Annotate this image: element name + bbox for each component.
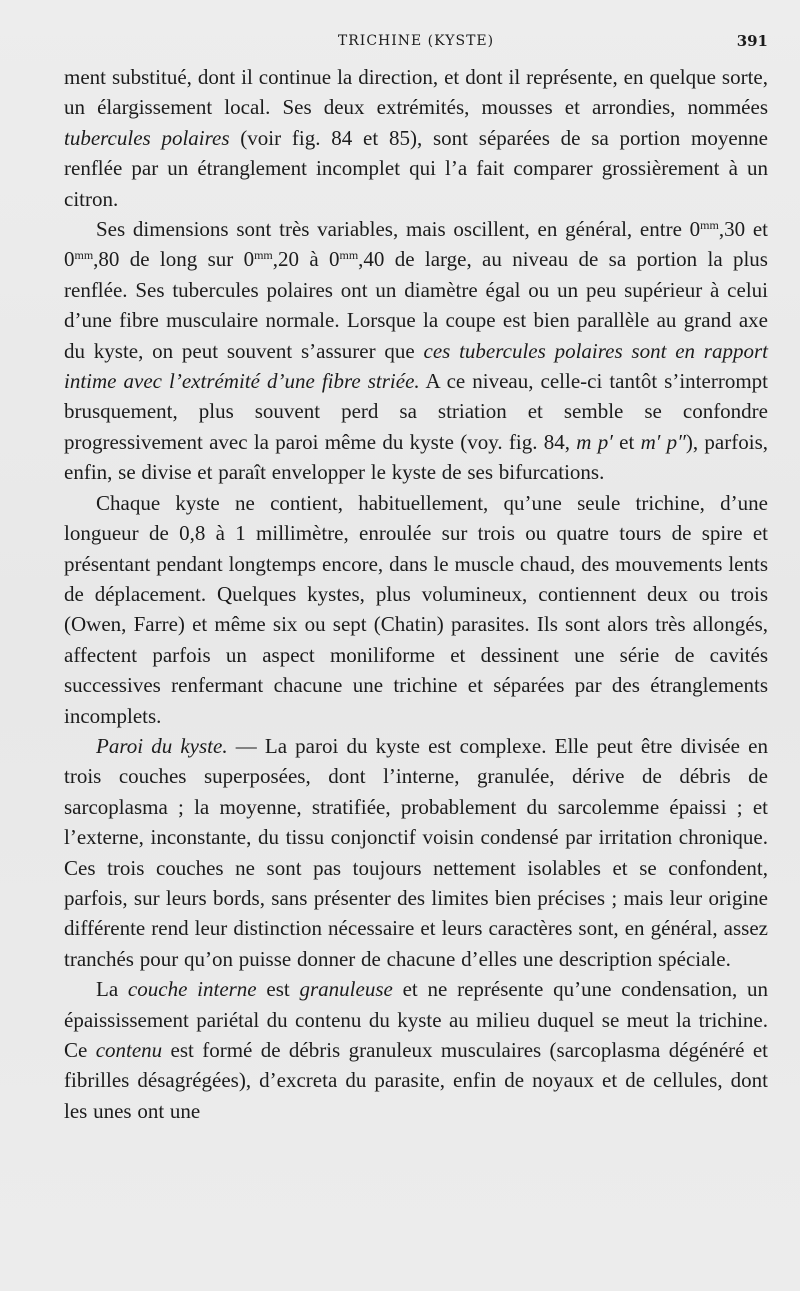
italic-term: tubercules polaires (64, 125, 230, 150)
italic-figure-ref: m′ p″ (640, 429, 686, 454)
italic-term: granuleuse (299, 977, 393, 1002)
paragraph-3: Chaque kyste ne contient, habituellement, qu’une seule trichine, d’une longueur de 0,8 à 1 millimètre, enroulée sur trois ou quatre tours de spire et présentant pendant longtemps encore, dans le muscle chaud, des mouvements lents de déplacement. Quelques kystes, plus volumineux, contiennent deux ou trois (Owen, Farre) et même six ou sept (Chatin) parasites. Ils sont alors très allongés, affectent parfois un aspect moniliforme et dessinent une série de cavités successives renfermant chacune une trichine et séparées par des étranglements incomplets. (64, 490, 768, 728)
text-run: ,30 et 0 (64, 217, 768, 272)
paragraph-5 (64, 974, 768, 1126)
italic-phrase: ces tubercules polaires sont en rapport intime avec l’extrémité d’une fibre striée. (64, 338, 768, 394)
unit-mm: mm (74, 248, 94, 263)
section-heading: Paroi du kyste. (96, 733, 228, 758)
text-run: ,40 de large, au niveau de sa portion la plus renflée. Ses tubercules polaires ont un diamètre égal ou un peu supérieur à celui d’une fibre musculaire normale. Lorsque la coupe est bien parallèle au grand axe du kyste, on peut souvent s’assurer que (64, 247, 768, 363)
text-run: ,80 de long sur 0 (93, 247, 255, 272)
italic-figure-ref: m p′ (576, 429, 613, 454)
body-text (64, 62, 768, 1126)
unit-mm: mm (339, 248, 359, 263)
page-number: 391 (736, 32, 768, 50)
text-run: ), parfois, enfin, se divise et paraît envelopper le kyste de ses bifurcations. (64, 429, 768, 485)
text-run: — La paroi du kyste est complexe. Elle peut être divisée en trois couches superposées, dont l’interne, granulée, dérive de débris de sarcoplasma ; la moyenne, stratifiée, probablement du sarcolemme épaissi ; et l’externe, inconstante, du tissu conjonctif voisin condensé par irritation chronique. Ces trois couches ne sont pas toujours nettement isolables et se confondent, parfois, sur leurs bords, sans présenter des limites bien précises ; mais leur origine différente rend leur distinction nécessaire et leurs caractères sont, en général, assez tranchés pour qu’on puisse donner de chacune d’elles une description spéciale. (64, 733, 768, 971)
text-run: A ce niveau, celle-ci tantôt s’interrompt brusquement, plus souvent perd sa striation et semble se confondre progressivement avec la paroi même du kyste (voy. fig. 84, (64, 369, 768, 454)
text-run: ment substitué, dont il continue la direction, et dont il représente, en quelque sorte, un élargissement local. Ses deux extrémités, mousses et arrondies, nommées (64, 65, 768, 120)
text-run: ,20 à 0 (272, 247, 340, 272)
text-run: est (256, 977, 300, 1002)
running-title: TRICHINE (KYSTE) (337, 33, 495, 49)
text-run: Ses dimensions sont très variables, mais oscillent, en général, entre 0 (96, 217, 701, 242)
text-run: et (612, 429, 641, 454)
paragraph-4 (64, 731, 768, 974)
unit-mm: mm (700, 218, 719, 233)
text-run: (voir fig. 84 et 85), sont séparées de sa portion moyenne renflée par un étranglement incomplet qui l’a fait comparer grossièrement à un citron. (64, 125, 768, 211)
page-header (64, 30, 768, 54)
italic-term: contenu (95, 1038, 163, 1062)
paragraph-2 (64, 214, 768, 488)
text-run: La (96, 977, 128, 1002)
text-run: et ne représente qu’une condensation, un épaississement pariétal du contenu du kyste au milieu duquel se meut la trichine. Ce (64, 977, 769, 1062)
text-run: est formé de débris granuleux musculaires (sarcoplasma dégénéré et fibrilles désagrégées), d’excreta du parasite, enfin de noyaux et de cellules, dont les unes ont une (64, 1038, 768, 1123)
unit-mm: mm (254, 248, 273, 263)
italic-term: couche interne (127, 977, 257, 1002)
paragraph-1 (64, 62, 768, 214)
